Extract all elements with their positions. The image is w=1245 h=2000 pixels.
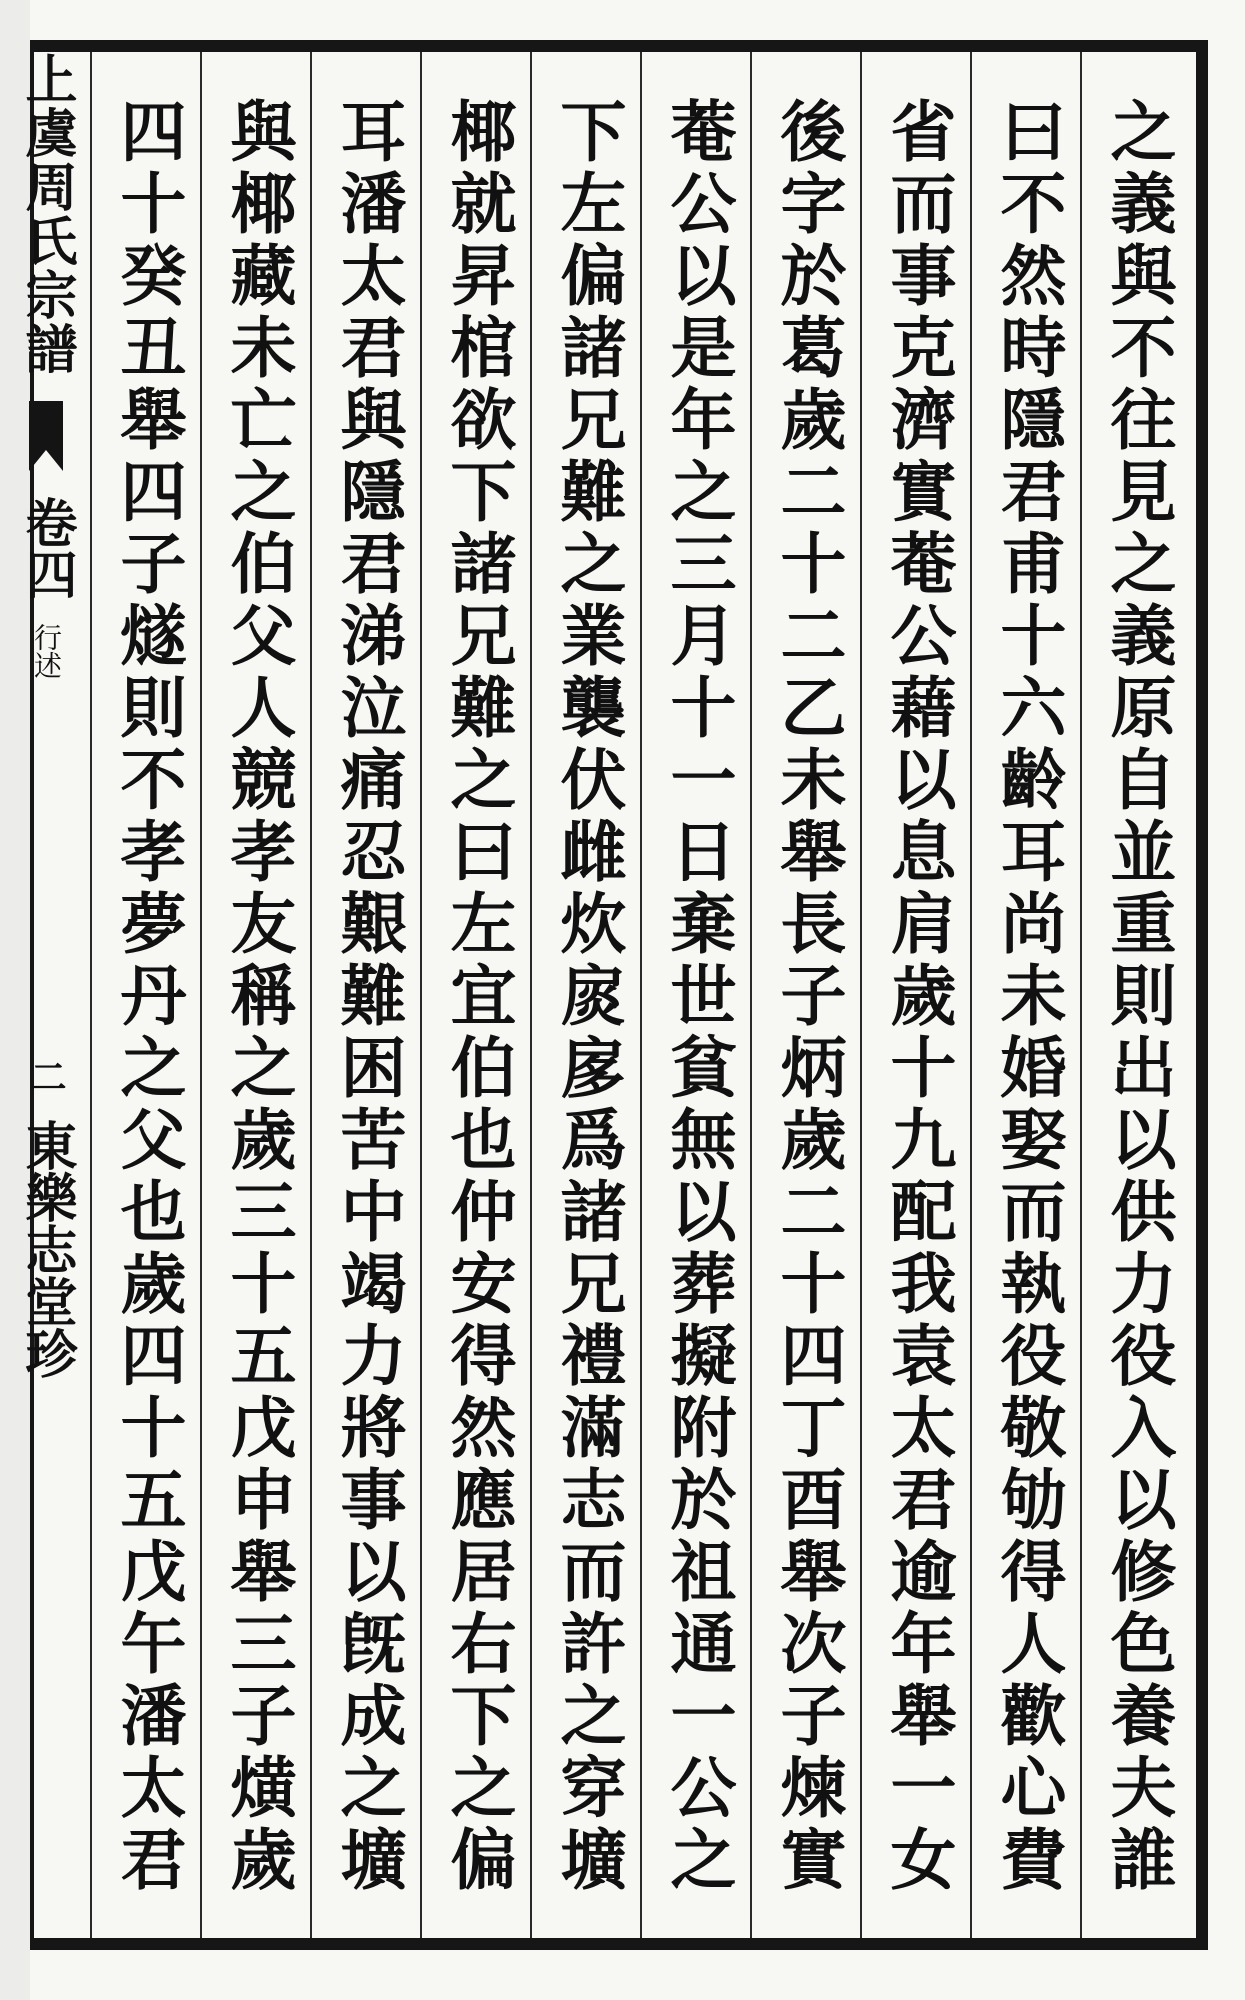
column-rule [860,52,862,1938]
text-column-9: 與椰藏未亡之伯父人競孝友稱之歲三十五戊申舉三子熿歲 [219,97,297,1897]
text-column-5: 菴公以是年之三月十一日棄世貧無以葬擬附於祖通一公之 [659,97,737,1897]
fish-tail-mark-icon [29,401,63,471]
column-rule [90,52,92,1938]
text-column-10: 四十癸丑舉四子燧則不孝夢丹之父也歲四十五戊午潘太君 [109,97,187,1897]
hall-name: 東樂志堂珍 [16,1119,77,1379]
text-column-1: 之義與不往見之義原自並重則出以供力役入以修色養夫誰 [1099,97,1177,1897]
text-column-6: 下左偏諸兄難之業襲伏雌炊扊扅爲諸兄禮滿志而許之穿壙 [549,97,627,1897]
text-column-3: 省而事克濟實菴公藉以息肩歲十九配我袁太君逾年舉一女 [879,97,957,1897]
column-rule [420,52,422,1938]
text-column-4: 後字於葛歲二十二乙未舉長子炳歲二十四丁酉舉次子煉實 [769,97,847,1897]
volume-label: 卷四 [16,496,77,600]
column-rule [1080,52,1082,1938]
column-rule [310,52,312,1938]
section-label: 行述 [30,623,63,679]
column-rule [640,52,642,1938]
column-rule [530,52,532,1938]
column-rule [970,52,972,1938]
text-column-2: 曰不然時隱君甫十六齡耳尚未婚娶而執役敬劬得人歡心費 [989,97,1067,1897]
book-title: 上虞周氏宗譜 [16,52,77,376]
spine-column [16,52,84,1938]
text-column-7: 椰就昇棺欲下諸兄難之曰左宜伯也仲安得然應居右下之偏 [439,97,517,1897]
text-column-8: 耳潘太君與隱君涕泣痛忍艱難困苦中竭力將事以旣成之壙 [329,97,407,1897]
page-number: 二 [25,1058,67,1094]
column-rule [750,52,752,1938]
column-rule [200,52,202,1938]
